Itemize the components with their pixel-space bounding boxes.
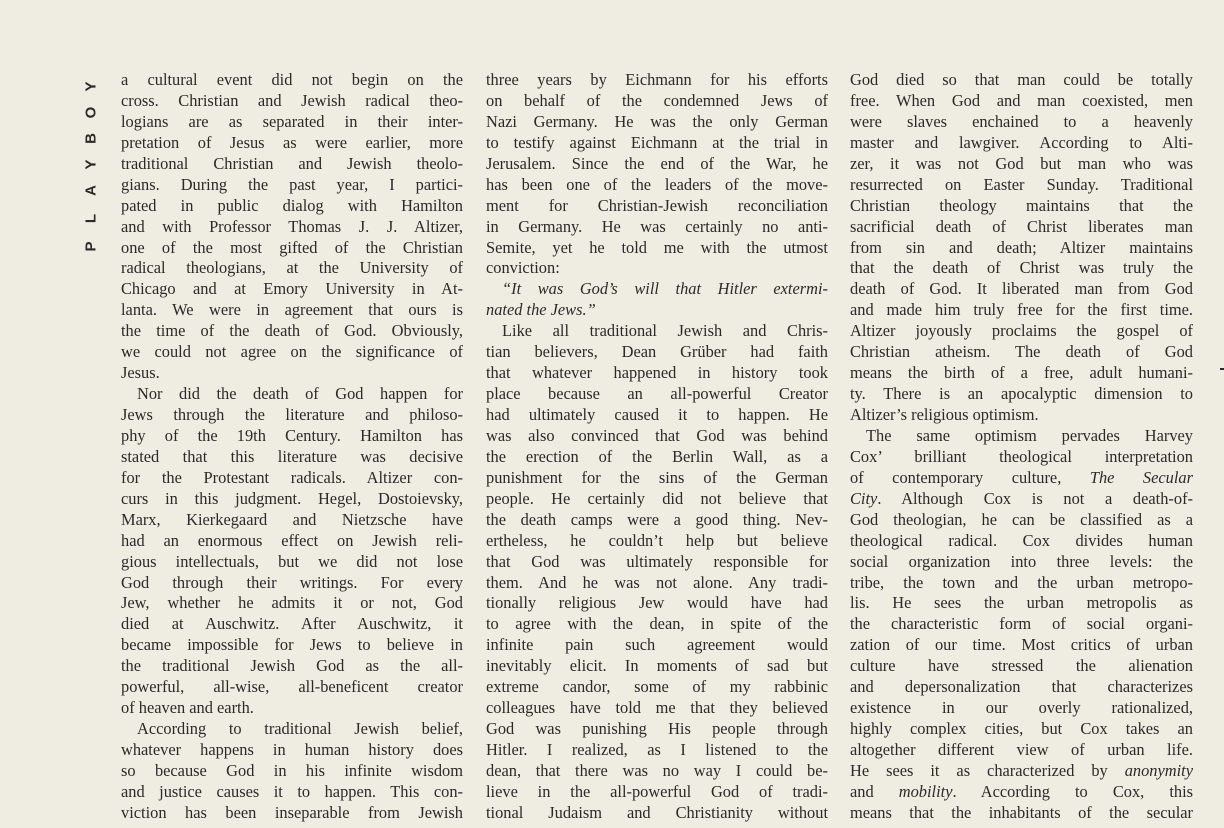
text-line: died at Auschwitz. After Auschwitz, it <box>121 614 463 634</box>
text-line: and justice causes it to happen. This con- <box>121 781 463 801</box>
text-line: Nazi Germany. He was the only German <box>486 111 828 131</box>
text-line: phy of the 19th Century. Hamilton has <box>121 425 463 445</box>
line-segment: . Although Cox is not a death-of- <box>877 488 1193 508</box>
text-line: According to traditional Jewish belief, <box>137 719 463 739</box>
line-segment: He sees it as characterized by <box>850 760 1125 780</box>
text-line: powerful, all-wise, all-beneficent creator <box>121 677 463 697</box>
text-line: traditional Christian and Jewish theolo- <box>121 153 463 173</box>
text-line: tian believers, Dean Grüber had faith <box>486 342 828 362</box>
text-line: and with Professor Thomas J. J. Altizer, <box>121 216 463 236</box>
text-line: we could not agree on the significance of <box>121 342 463 362</box>
text-line: highly complex cities, but Cox takes an <box>850 719 1193 739</box>
masthead-letter: L <box>82 213 100 224</box>
italic-title: mobility <box>898 781 953 801</box>
text-line: pated in public dialog with Hamilton <box>121 195 463 215</box>
text-column-middle <box>486 70 828 824</box>
text-line: the traditional Jewish God as the all- <box>121 656 463 676</box>
text-line: place because an all-powerful Creator <box>486 384 828 404</box>
text-line: Marx, Kierkegaard and Nietzsche have <box>121 509 463 529</box>
text-line: ment for Christian-Jewish reconciliation <box>486 195 828 215</box>
text-line: has been one of the leaders of the move- <box>486 174 828 194</box>
text-line: gious intellectuals, but we did not lose <box>121 551 463 571</box>
text-line <box>850 468 1193 489</box>
text-line: Jews through the literature and philoso- <box>121 405 463 424</box>
text-line: from sin and death; Altizer maintains <box>850 237 1193 257</box>
masthead-letter: P <box>82 241 100 252</box>
text-line: curs in this judgment. Hegel, Dostoievsky, <box>121 488 463 508</box>
text-line: became impossible for Jews to believe in <box>121 635 463 655</box>
text-line: free. When God and man coexisted, men <box>850 90 1193 110</box>
text-line: pretation of Jesus as were earlier, more <box>121 132 463 152</box>
text-line: lis. He sees the urban metropolis as <box>850 593 1193 613</box>
text-line: ertheless, he couldn’t help but believe <box>486 530 828 550</box>
text-line: existence in our overly rationalized, <box>850 698 1193 718</box>
text-line: cross. Christian and Jewish radical theo- <box>121 90 463 110</box>
text-line: infinite pain such agreement would <box>486 635 828 655</box>
text-line: the characteristic form of social organi- <box>850 614 1193 634</box>
masthead-letter: B <box>82 133 100 144</box>
text-line: dean, that there was no way I could be- <box>486 760 828 780</box>
text-line: to testify against Eichmann at the trial in <box>486 132 828 152</box>
text-line: Jesus. <box>121 363 160 383</box>
playboy-masthead <box>78 70 104 260</box>
text-line: the erection of the Berlin Wall, as a <box>486 446 828 466</box>
text-line: the time of the death of God. Obviously, <box>121 321 463 341</box>
text-line: conviction: <box>486 258 560 278</box>
text-column-left <box>121 70 463 824</box>
text-line: whatever happens in human history does <box>121 740 463 759</box>
text-line: Like all traditional Jewish and Chris- <box>502 321 828 341</box>
text-line: culture have stressed the alienation <box>850 656 1193 676</box>
text-line <box>850 782 1193 803</box>
text-line: them. And he was not alone. Any tradi- <box>486 572 828 592</box>
text-line: extreme candor, some of my rabbinic <box>486 677 828 697</box>
text-line: that whatever happened in history took <box>486 363 828 383</box>
text-line: and made him truly free for the first time. <box>850 300 1193 320</box>
text-line: “It was God’s will that Hitler extermi- <box>502 279 828 299</box>
text-line: Altizer’s religious optimism. <box>850 405 1039 424</box>
text-line: means the birth of a free, adult humani- <box>850 363 1193 383</box>
text-line: the death camps were a good thing. Nev- <box>486 509 828 529</box>
text-line: Nor did the death of God happen for <box>137 384 463 404</box>
text-line: that God was ultimately responsible for <box>486 551 828 571</box>
text-line: punishment for the sins of the German <box>486 467 828 487</box>
text-line: Semite, yet he told me with the utmost <box>486 237 828 257</box>
text-line: Jerusalem. Since the end of the War, he <box>486 153 828 173</box>
text-line: altogether different view of urban life. <box>850 740 1193 759</box>
text-line: for the Protestant radicals. Altizer con- <box>121 467 463 487</box>
text-line: had ultimately caused it to happen. He <box>486 405 828 424</box>
line-segment: . According to Cox, this <box>952 781 1193 801</box>
text-line: God through their writings. For every <box>121 572 463 592</box>
text-line: gians. During the past year, I partici- <box>121 174 463 194</box>
text-line: lieve in the all-powerful God of tradi- <box>486 781 828 801</box>
text-line: tribe, the town and the urban metropo- <box>850 572 1193 592</box>
masthead-letter: Y <box>82 81 100 92</box>
text-line <box>850 761 1193 782</box>
italic-title: City <box>850 488 878 508</box>
text-line: zer, it was not God but man who was <box>850 153 1193 173</box>
text-line: Christian atheism. The death of God <box>850 342 1193 362</box>
text-line <box>850 489 1193 510</box>
text-line: of heaven and earth. <box>121 698 254 718</box>
text-line: God was punishing His people through <box>486 719 828 739</box>
italic-title: The Secular <box>1089 467 1193 487</box>
text-line: one of the most gifted of the Christian <box>121 237 463 257</box>
text-line: three years by Eichmann for his efforts <box>486 70 828 89</box>
text-line: on behalf of the condemned Jews of <box>486 90 828 110</box>
text-line: Jew, whether he admits it or not, God <box>121 593 463 613</box>
text-line: zation of our time. Most critics of urban <box>850 635 1193 655</box>
text-line: logians are as separated in their inter- <box>121 111 463 131</box>
text-line: God died so that man could be totally <box>850 70 1193 89</box>
text-line: had an enormous effect on Jewish reli- <box>121 530 463 550</box>
text-line: Cox’ brilliant theological interpretation <box>850 446 1193 466</box>
text-line: was also convinced that God was behind <box>486 425 828 445</box>
text-line: tional Judaism and Christianity without <box>486 802 828 822</box>
text-line: Altizer joyously proclaims the gospel of <box>850 321 1193 341</box>
text-line: a cultural event did not begin on the <box>121 70 463 89</box>
text-line: viction has been inseparable from Jewish <box>121 802 463 822</box>
text-column-right <box>850 70 1193 824</box>
text-line: means that the inhabitants of the secular <box>850 802 1193 822</box>
text-line: resurrected on Easter Sunday. Traditional <box>850 174 1193 194</box>
text-line: stated that this literature was decisive <box>121 446 463 466</box>
text-line: colleagues have told me that they believed <box>486 698 828 718</box>
text-line: to agree with the dean, in spite of the <box>486 614 828 634</box>
text-line: that the death of Christ was truly the <box>850 258 1193 278</box>
text-line: radical theologians, at the University of <box>121 258 463 278</box>
italic-title: anonymity <box>1124 760 1193 780</box>
text-line: theological radical. Cox divides human <box>850 530 1193 550</box>
text-line: so because God in his infinite wisdom <box>121 760 463 780</box>
text-line: social organization into three levels: the <box>850 551 1193 571</box>
text-line: master and lawgiver. According to Alti- <box>850 132 1193 152</box>
page-edge-mark <box>1220 368 1224 370</box>
text-line: death of God. It liberated man from God <box>850 279 1193 299</box>
line-segment: of contemporary culture, <box>850 467 1090 487</box>
text-line: nated the Jews.” <box>486 300 596 320</box>
masthead-letter: O <box>82 106 100 119</box>
text-line: God theologian, he can be classified as a <box>850 509 1193 529</box>
masthead-letter: Y <box>82 159 100 170</box>
text-line: lanta. We were in agreement that ours is <box>121 300 463 320</box>
text-line: The same optimism pervades Harvey <box>866 425 1193 445</box>
text-line: and depersonalization that characterizes <box>850 677 1193 697</box>
text-line: ty. There is an apocalyptic dimension to <box>850 384 1193 404</box>
text-line: were slaves enchained to a heavenly <box>850 111 1193 131</box>
text-line: Chicago and at Emory University in At- <box>121 279 463 299</box>
line-segment: and <box>850 781 899 801</box>
text-line: tionally religious Jew would have had <box>486 593 828 613</box>
text-line: people. He certainly did not believe that <box>486 488 828 508</box>
text-line: Christian theology maintains that the <box>850 195 1193 215</box>
masthead-letter: A <box>82 185 100 196</box>
text-line: Hitler. I realized, as I listened to the <box>486 740 828 759</box>
text-line: inevitably elicit. In moments of sad but <box>486 656 828 676</box>
text-line: in Germany. He was certainly no anti- <box>486 216 828 236</box>
text-line: sacrificial death of Christ liberates man <box>850 216 1193 236</box>
